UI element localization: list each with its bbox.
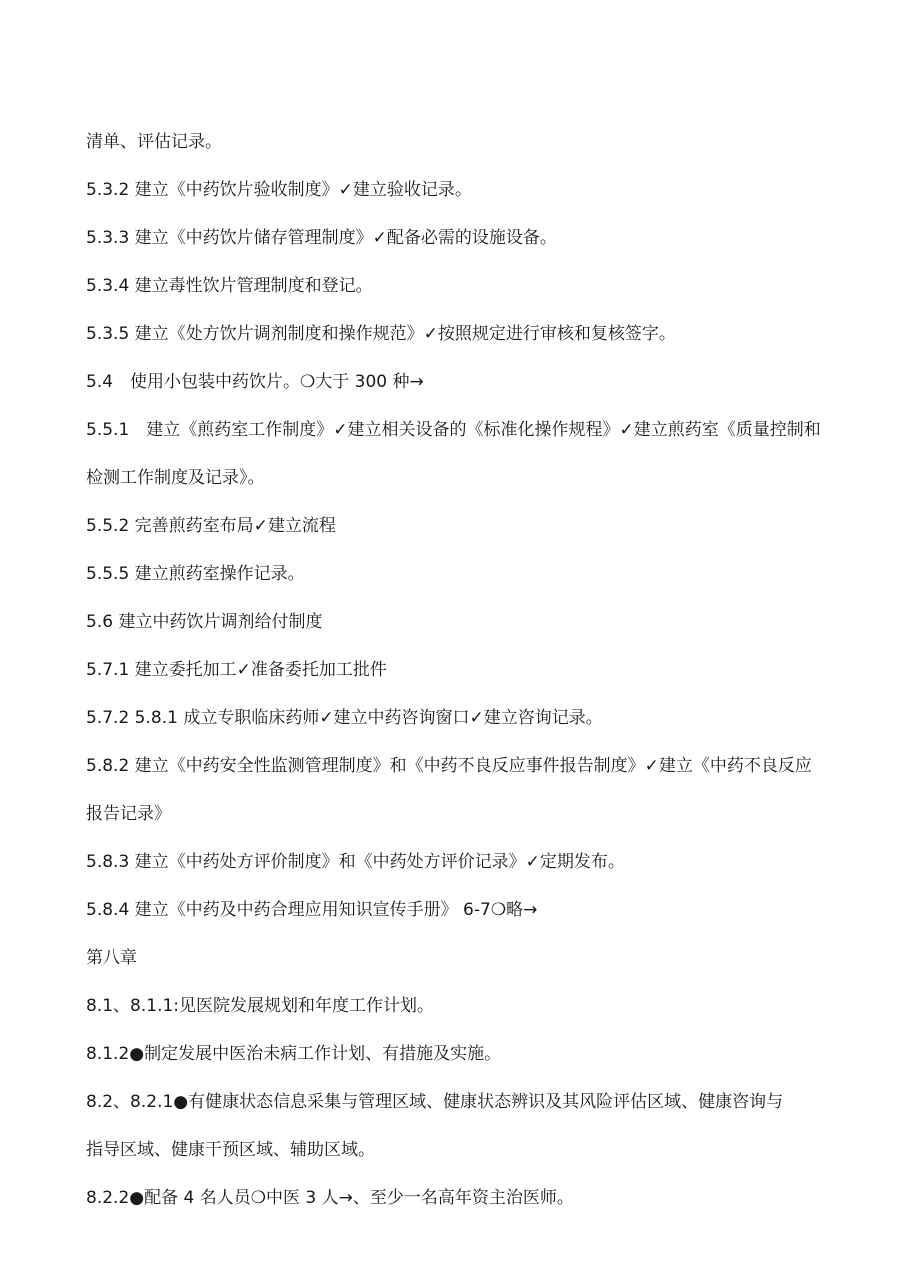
- text-line: 5.5.1 建立《煎药室工作制度》✓建立相关设备的《标准化操作规程》✓建立煎药室《质量控制和: [86, 420, 821, 440]
- text-line: 5.7.2 5.8.1 成立专职临床药师✓建立中药咨询窗口✓建立咨询记录。: [86, 708, 603, 728]
- text-line: 5.3.3 建立《中药饮片储存管理制度》✓配备必需的设施设备。: [86, 228, 557, 248]
- text-line: 5.5.5 建立煎药室操作记录。: [86, 564, 305, 584]
- text-line: 5.4 使用小包装中药饮片。❍大于 300 种→: [86, 372, 424, 392]
- text-line: 5.7.1 建立委托加工✓准备委托加工批件: [86, 660, 387, 680]
- text-line: 检测工作制度及记录》。: [86, 468, 265, 488]
- text-line: 5.3.4 建立毒性饮片管理制度和登记。: [86, 276, 373, 296]
- text-line: 5.5.2 完善煎药室布局✓建立流程: [86, 516, 336, 536]
- text-line: 5.8.4 建立《中药及中药合理应用知识宣传手册》 6-7❍略→: [86, 900, 538, 920]
- text-line: 8.1、8.1.1:见医院发展规划和年度工作计划。: [86, 996, 435, 1016]
- text-line: 清单、评估记录。: [86, 132, 222, 152]
- text-line: 报告记录》: [86, 804, 171, 824]
- text-line: 8.2.2●配备 4 名人员❍中医 3 人→、至少一名高年资主治医师。: [86, 1188, 574, 1208]
- text-line: 5.8.3 建立《中药处方评价制度》和《中药处方评价记录》✓定期发布。: [86, 852, 625, 872]
- chapter-heading: 第八章: [86, 948, 137, 968]
- text-line: 8.2、8.2.1●有健康状态信息采集与管理区域、健康状态辨识及其风险评估区域、健康咨询与: [86, 1092, 784, 1112]
- text-line: 5.3.2 建立《中药饮片验收制度》✓建立验收记录。: [86, 180, 472, 200]
- text-line: 指导区域、健康干预区域、辅助区域。: [86, 1140, 375, 1160]
- text-line: 8.1.2●制定发展中医治未病工作计划、有措施及实施。: [86, 1044, 502, 1064]
- text-line: 5.8.2 建立《中药安全性监测管理制度》和《中药不良反应事件报告制度》✓建立《中药不良反应: [86, 756, 812, 776]
- text-line: 5.3.5 建立《处方饮片调剂制度和操作规范》✓按照规定进行审核和复核签字。: [86, 324, 676, 344]
- text-line: 5.6 建立中药饮片调剂给付制度: [86, 612, 323, 632]
